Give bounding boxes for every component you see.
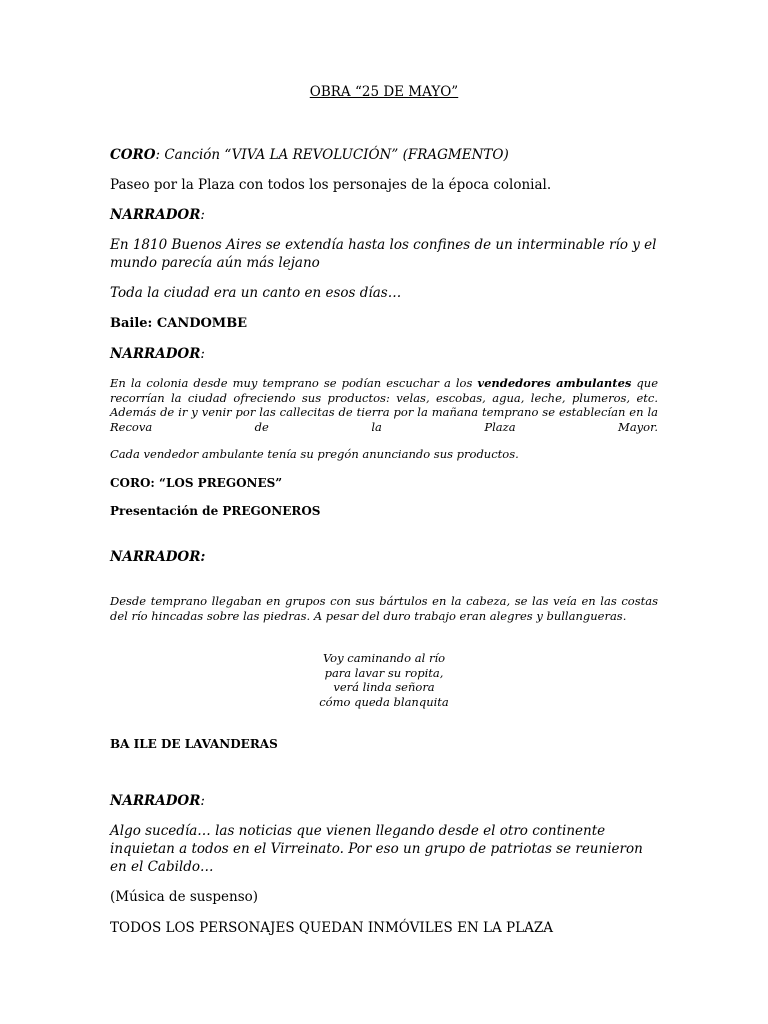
vendedores-ambulantes: vendedores ambulantes: [477, 376, 632, 390]
narrador-heading-3: NARRADOR:: [110, 549, 206, 565]
coro-line: [110, 146, 658, 164]
musica-suspenso: (Música de suspenso): [110, 889, 259, 905]
poem-line: para lavar su ropita,: [324, 665, 444, 680]
baile-lavanderas: BA ILE DE LAVANDERAS: [110, 737, 278, 751]
poem-line: cómo queda blanquita: [319, 694, 449, 709]
poem-line: Voy caminando al río: [322, 651, 446, 665]
baile-candombe: Baile: CANDOMBE: [110, 316, 248, 331]
coro-label: CORO: [110, 147, 156, 163]
poem-line: verá linda señora: [333, 680, 435, 694]
coro-song: : Canción “VIVA LA REVOLUCIÓN” (FRAGMENTO): [155, 147, 509, 163]
pregon-line: Cada vendedor ambulante tenía su pregón anunciando sus productos.: [110, 447, 519, 461]
narrador-heading-2: NARRADOR:: [110, 346, 205, 362]
colonia-paragraph: En la colonia desde muy temprano se podían escuchar a los vendedores ambulantes que recorrían la ciudad ofreciendo sus productos: velas, escobas, agua, leche, plumeros, etc. Además de ir y venir por las callecitas de tierra por la mañana temprano se establecían en la Recova de la Plaza Mayor.: [110, 376, 658, 434]
coro-pregones: CORO: “LOS PREGONES”: [110, 476, 283, 490]
paseo-line: Paseo por la Plaza con todos los personajes de la época colonial.: [110, 177, 552, 193]
narrador-paragraph-1: En 1810 Buenos Aires se extendía hasta los confines de un interminable río y el mundo parecía aún más lejano: [110, 237, 657, 271]
todos-personajes: TODOS LOS PERSONAJES QUEDAN INMÓVILES EN LA PLAZA: [110, 920, 553, 936]
narrador-label-2: NARRADOR: [110, 346, 201, 362]
narrador-label-4: NARRADOR: [110, 793, 201, 809]
lavanderas-poem: [0, 651, 768, 709]
narrador-heading-1: NARRADOR:: [110, 207, 205, 223]
narrador-label-1: NARRADOR: [110, 207, 201, 223]
algo-sucedia-paragraph: Algo sucedía… las noticias que vienen llegando desde el otro continente inquietan a todos en el Virreinato. Por eso un grupo de patriotas se reunieron en el Cabildo…: [110, 823, 643, 875]
narrador-heading-4: NARRADOR:: [110, 793, 205, 809]
presentacion-pregoneros: Presentación de PREGONEROS: [110, 504, 321, 518]
lavanderas-paragraph: Desde temprano llegaban en grupos con sus bártulos en la cabeza, se las veía en las costas del río hincadas sobre las piedras. A pesar del duro trabajo eran alegres y bullangueras.: [110, 594, 658, 623]
document-title: OBRA “25 DE MAYO”: [309, 84, 459, 100]
canto-line: Toda la ciudad era un canto en esos días…: [110, 285, 402, 301]
